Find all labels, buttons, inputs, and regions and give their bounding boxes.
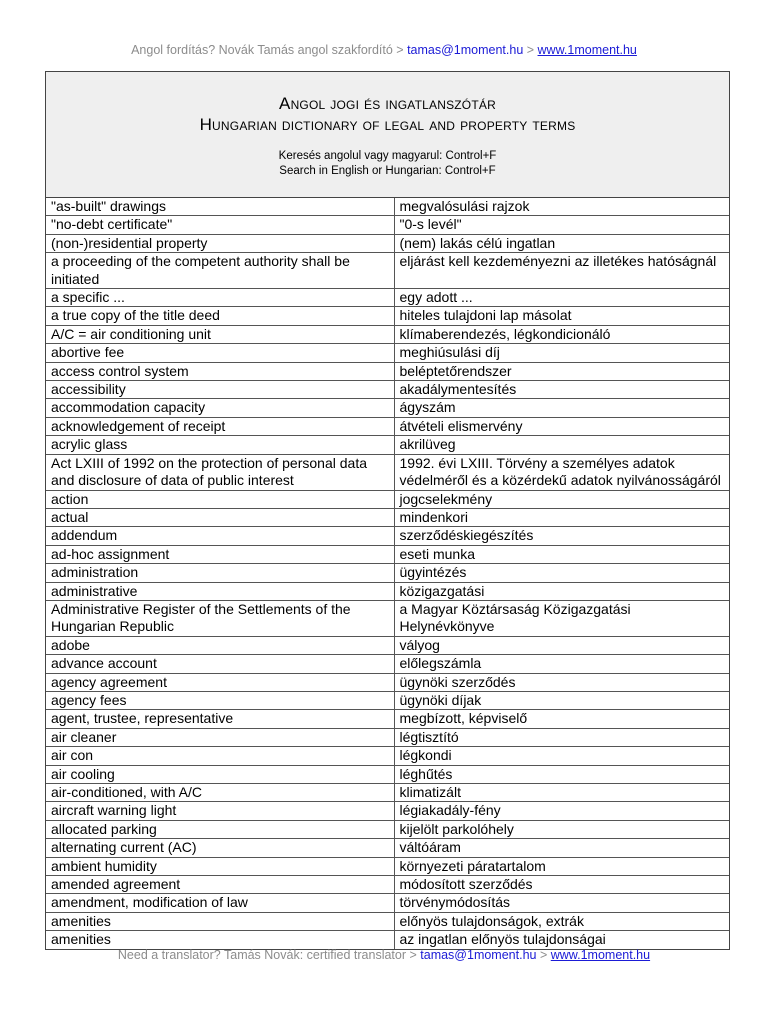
hungarian-term: kijelölt parkolóhely [394,820,729,838]
table-row [46,857,729,875]
hungarian-term: ágyszám [394,399,729,417]
table-row [46,912,729,930]
hungarian-term: átvételi elismervény [394,417,729,435]
english-term: a proceeding of the competent authority shall be initiated [46,253,394,289]
table-row [46,253,729,289]
english-term: accessibility [46,381,394,399]
hungarian-term: hiteles tulajdoni lap másolat [394,307,729,325]
header-website-link[interactable]: www.1moment.hu [537,43,637,57]
english-term: ambient humidity [46,857,394,875]
hungarian-term: eseti munka [394,545,729,563]
table-row [46,636,729,654]
table-row [46,894,729,912]
hungarian-term: (nem) lakás célú ingatlan [394,234,729,252]
table-row [46,582,729,600]
hungarian-term: váltóáram [394,839,729,857]
dictionary-sheet [45,71,730,950]
english-term: amenities [46,931,394,949]
table-row [46,545,729,563]
english-term: ad-hoc assignment [46,545,394,563]
table-row [46,216,729,234]
title-box [46,72,729,198]
table-row [46,344,729,362]
footer-separator: > [406,948,421,962]
hungarian-term: léghűtés [394,765,729,783]
footer-website-link[interactable]: www.1moment.hu [550,948,651,962]
english-term: adobe [46,636,394,654]
english-term: access control system [46,362,394,380]
hungarian-term: jogcselekmény [394,490,729,508]
table-row [46,765,729,783]
english-term: action [46,490,394,508]
table-row [46,325,729,343]
table-row [46,381,729,399]
footer-email-link[interactable]: tamas@1moment.hu [420,948,537,962]
hungarian-term: légtisztító [394,728,729,746]
hungarian-term: "0-s levél" [394,216,729,234]
hungarian-term: akrilüveg [394,436,729,454]
footer-text: Need a translator? Tamás Novák: certified translator [117,948,407,962]
table-row [46,600,729,636]
english-term: accommodation capacity [46,399,394,417]
english-term: a specific ... [46,289,394,307]
hungarian-term: megvalósulási rajzok [394,198,729,216]
table-row [46,931,729,949]
hungarian-term: légiakadály-fény [394,802,729,820]
english-term: aircraft warning light [46,802,394,820]
table-row [46,454,729,490]
hungarian-term: környezeti páratartalom [394,857,729,875]
english-term: acknowledgement of receipt [46,417,394,435]
table-row [46,784,729,802]
table-row [46,234,729,252]
table-row [46,876,729,894]
hungarian-term: mindenkori [394,508,729,526]
table-row [46,527,729,545]
title-hungarian: Angol jogi és ingatlanszótár [279,94,496,113]
hungarian-term: meghiúsulási díj [394,344,729,362]
hungarian-term: a Magyar Köztársaság Közigazgatási Helynévkönyve [394,600,729,636]
english-term: agency fees [46,691,394,709]
hungarian-term: ügynöki szerződés [394,673,729,691]
english-term: "no-debt certificate" [46,216,394,234]
english-term: amenities [46,912,394,930]
hungarian-term: szerződéskiegészítés [394,527,729,545]
hungarian-term: légkondi [394,747,729,765]
hungarian-term: módosított szerződés [394,876,729,894]
english-term: air-conditioned, with A/C [46,784,394,802]
table-row [46,362,729,380]
hungarian-term: előnyös tulajdonságok, extrák [394,912,729,930]
table-row [46,436,729,454]
hungarian-term: ügyintézés [394,564,729,582]
english-term: air cooling [46,765,394,783]
title-english: Hungarian dictionary of legal and property terms [199,115,576,134]
english-term: amended agreement [46,876,394,894]
hungarian-term: akadálymentesítés [394,381,729,399]
table-row [46,673,729,691]
table-row [46,710,729,728]
english-term: acrylic glass [46,436,394,454]
hungarian-term: előlegszámla [394,655,729,673]
table-row [46,747,729,765]
header-text: Angol fordítás? Novák Tamás angol szakfordító [131,43,393,57]
table-row [46,198,729,216]
english-term: agency agreement [46,673,394,691]
table-row [46,490,729,508]
english-term: administrative [46,582,394,600]
english-term: Administrative Register of the Settlements of the Hungarian Republic [46,600,394,636]
header-separator: > [523,43,538,57]
english-term: Act LXIII of 1992 on the protection of personal data and disclosure of data of public interest [46,454,394,490]
english-term: advance account [46,655,394,673]
table-row [46,728,729,746]
table-row [46,802,729,820]
hungarian-term: 1992. évi LXIII. Törvény a személyes adatok védelméről és a közérdekű adatok nyilvánosságáról [394,454,729,490]
english-term: abortive fee [46,344,394,362]
table-row [46,839,729,857]
english-term: agent, trustee, representative [46,710,394,728]
table-row [46,289,729,307]
header-separator: > [392,43,408,57]
english-term: actual [46,508,394,526]
english-term: air cleaner [46,728,394,746]
table-row [46,307,729,325]
english-term: a true copy of the title deed [46,307,394,325]
english-term: alternating current (AC) [46,839,394,857]
english-term: air con [46,747,394,765]
english-term: administration [46,564,394,582]
search-hint-english: Search in English or Hungarian: Control+F [279,165,496,177]
table-row [46,820,729,838]
english-term: "as-built" drawings [46,198,394,216]
hungarian-term: ügynöki díjak [394,691,729,709]
hungarian-term: beléptetőrendszer [394,362,729,380]
hungarian-term: eljárást kell kezdeményezni az illetékes hatóságnál [394,253,729,289]
hungarian-term: vályog [394,636,729,654]
hungarian-term: törvénymódosítás [394,894,729,912]
hungarian-term: megbízott, képviselő [394,710,729,728]
footer-separator: > [536,948,551,962]
page-footer [0,948,768,962]
dictionary-table-body [46,198,729,949]
hungarian-term: egy adott ... [394,289,729,307]
table-row [46,655,729,673]
table-row [46,691,729,709]
hungarian-term: közigazgatási [394,582,729,600]
english-term: addendum [46,527,394,545]
dictionary-table [46,198,729,949]
english-term: (non-)residential property [46,234,394,252]
hungarian-term: klímaberendezés, légkondicionáló [394,325,729,343]
header-email-link[interactable]: tamas@1moment.hu [407,43,524,57]
table-row [46,399,729,417]
search-hint-hungarian: Keresés angolul vagy magyarul: Control+F [278,150,497,162]
page-header [0,43,768,57]
hungarian-term: klimatizált [394,784,729,802]
english-term: amendment, modification of law [46,894,394,912]
hungarian-term: az ingatlan előnyös tulajdonságai [394,931,729,949]
table-row [46,508,729,526]
english-term: A/C = air conditioning unit [46,325,394,343]
table-row [46,417,729,435]
english-term: allocated parking [46,820,394,838]
table-row [46,564,729,582]
